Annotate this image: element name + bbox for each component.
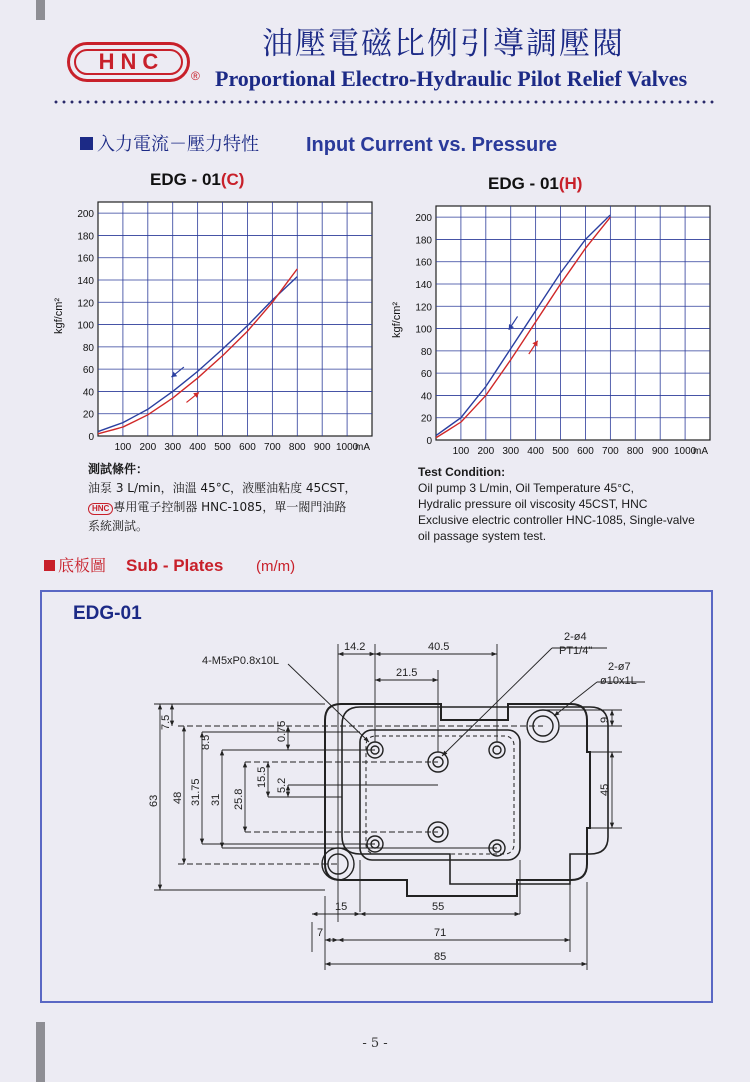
dim-left-3: 63 (148, 794, 160, 807)
test-condition-en-line2: Hydralic pressure oil viscosity 45CST, HNC (418, 497, 648, 511)
chart-y-tick-label: 160 (77, 253, 94, 265)
dim-left-2: 0.75 (276, 720, 288, 742)
dim-left-8: 15.5 (256, 766, 268, 788)
section2-unit: (m/m) (256, 558, 296, 575)
chart-x-tick-label: 500 (214, 442, 231, 453)
test-condition-zh-line3: 系統測試。 (88, 519, 149, 533)
dim-left-7: 25.8 (233, 788, 245, 810)
chart-y-tick-label: 140 (77, 276, 94, 287)
chart-y-tick-label: 160 (415, 257, 432, 269)
chart-y-tick-label: 40 (420, 391, 432, 403)
dim-bottom-0: 15 (335, 901, 348, 913)
dim-right-0: 9 (599, 716, 611, 723)
dim-top-2: 21.5 (396, 667, 418, 679)
chart-y-tick-label: 0 (426, 436, 432, 447)
section2-title-zh: 底板圖 (58, 556, 107, 575)
chart-y-tick-label: 40 (82, 387, 94, 399)
subplate-drawing (42, 592, 711, 1001)
chart-x-unit-label: mA (693, 446, 708, 457)
page-number: - 5 - (362, 1036, 388, 1051)
hnc-logo-text: HNC (74, 49, 183, 75)
plate-outline (342, 707, 608, 884)
hnc-logo (67, 42, 190, 82)
chart-y-tick-label: 80 (420, 346, 432, 358)
test-condition-en-line4: oil passage system test. (418, 529, 547, 543)
registered-mark: ® (191, 69, 200, 83)
chart-left-title-suffix: (C) (220, 170, 245, 189)
chart-right (388, 192, 718, 462)
test-condition-zh (88, 460, 388, 536)
dim-left-0: 7.5 (160, 714, 172, 730)
chart-x-tick-label: 1000 (335, 442, 359, 453)
chart-x-tick-label: 200 (477, 446, 495, 457)
chart-y-tick-label: 20 (82, 409, 94, 421)
chart-y-tick-label: 120 (77, 298, 94, 310)
chart-y-tick-label: 140 (415, 280, 432, 291)
chart-x-tick-label: 300 (502, 446, 520, 457)
chart-y-tick-label: 180 (77, 231, 94, 243)
chart-x-tick-label: 300 (164, 442, 182, 453)
chart-y-tick-label: 60 (82, 365, 94, 377)
chart-y-tick-label: 200 (77, 209, 94, 221)
page-title-zh: 油壓電磁比例引導調壓閥 (262, 26, 625, 62)
test-condition-zh-line2 (88, 498, 388, 517)
chart-right-title-suffix: (H) (558, 174, 583, 193)
label-port1a: 2-ø4 (564, 631, 587, 643)
chart-y-tick-label: 100 (415, 324, 432, 336)
section-subplates-zh (44, 553, 106, 576)
section-input-current-zh (80, 130, 259, 156)
thread-hole-2 (489, 742, 505, 758)
chart-x-tick-label: 800 (288, 442, 306, 453)
test-condition-en (418, 464, 718, 544)
chart-x-tick-label: 500 (552, 446, 569, 457)
chart-y-tick-label: 0 (88, 432, 94, 443)
chart-left-title (150, 170, 244, 190)
chart-left-ylabel: kgf/cm² (53, 297, 65, 334)
chart-right-title-text: EDG - 01 (488, 174, 559, 193)
chart-right-title (488, 174, 582, 194)
test-condition-en-head: Test Condition: (418, 465, 506, 479)
label-thread: 4-M5xP0.8x10L (202, 655, 280, 667)
chart-right-ylabel: kgf/cm² (391, 301, 403, 338)
dim-bottom-1: 55 (432, 901, 445, 913)
square-bullet-icon (44, 560, 55, 571)
chart-x-tick-label: 400 (189, 442, 206, 453)
chart-y-tick-label: 20 (420, 413, 432, 425)
chart-x-tick-label: 600 (577, 446, 594, 457)
section2-title-en: Sub - Plates (126, 556, 224, 575)
chart-x-tick-label: 900 (651, 446, 669, 457)
dim-left-4: 48 (172, 791, 184, 804)
chart-x-tick-label: 1000 (673, 446, 697, 457)
dim-bottom-2: 7 (317, 927, 324, 939)
chart-left-title-text: EDG - 01 (150, 170, 221, 189)
dim-bottom-4: 85 (434, 951, 447, 963)
chart-y-tick-label: 180 (415, 235, 432, 247)
chart-left (50, 188, 380, 458)
chart-y-tick-label: 60 (420, 369, 432, 381)
chart-x-unit-label: mA (355, 442, 370, 453)
dim-right-1: 45 (599, 783, 611, 796)
square-bullet-icon (80, 137, 93, 150)
label-port2b: ø10x1L (600, 675, 637, 687)
dim-left-6: 31 (210, 793, 222, 806)
chart-x-tick-label: 700 (264, 442, 281, 453)
chart-x-tick-label: 100 (114, 442, 132, 453)
chart-plot-area (98, 202, 372, 436)
section1-title-en: Input Current vs. Pressure (306, 134, 558, 156)
chart-x-tick-label: 200 (139, 442, 157, 453)
chart-x-tick-label: 400 (527, 446, 544, 457)
test-condition-zh-line1: 油泵 3 L/min，油溫 45°C，液壓油粘度 45CST， (88, 481, 357, 495)
dim-top-1: 40.5 (428, 641, 450, 653)
chart-x-tick-label: 700 (602, 446, 619, 457)
test-condition-en-line3: Exclusive electric controller HNC-1085, Single-valve (418, 513, 695, 527)
chart-y-tick-label: 120 (415, 302, 432, 314)
dotted-divider (52, 100, 717, 104)
dim-left-5: 31.75 (190, 778, 202, 806)
label-port2a: 2-ø7 (608, 661, 631, 673)
chart-y-tick-label: 200 (415, 213, 432, 225)
binding-bar-bottom (36, 1022, 45, 1082)
section1-title-zh: 入力電流－壓力特性 (97, 134, 259, 155)
label-port1b: PT1/4" (559, 645, 593, 657)
chart-x-tick-label: 900 (313, 442, 331, 453)
test-condition-zh-head: 測試條件： (88, 462, 149, 476)
thread-hole-2-inner (493, 746, 501, 754)
dim-left-1: 8.5 (200, 734, 212, 750)
test-condition-en-line1: Oil pump 3 L/min, Oil Temperature 45°C, (418, 481, 634, 495)
page-title-en: Proportional Electro-Hydraulic Pilot Relief Valves (215, 66, 688, 91)
chart-y-tick-label: 80 (82, 342, 94, 354)
dim-left-9: 5.2 (276, 777, 288, 793)
chart-x-tick-label: 600 (239, 442, 256, 453)
chart-x-tick-label: 800 (626, 446, 644, 457)
chart-y-tick-label: 100 (77, 320, 94, 332)
binding-bar-top (36, 0, 45, 20)
subplate-model-title: EDG-01 (73, 603, 142, 624)
dim-top-0: 14.2 (344, 641, 366, 653)
chart-x-tick-label: 100 (452, 446, 470, 457)
dim-bottom-3: 71 (434, 927, 447, 939)
test-condition-zh-line2-text: 專用電子控制器 HNC-1085，單一閥門油路 (113, 500, 347, 514)
hnc-badge-icon: HNC (88, 503, 113, 515)
